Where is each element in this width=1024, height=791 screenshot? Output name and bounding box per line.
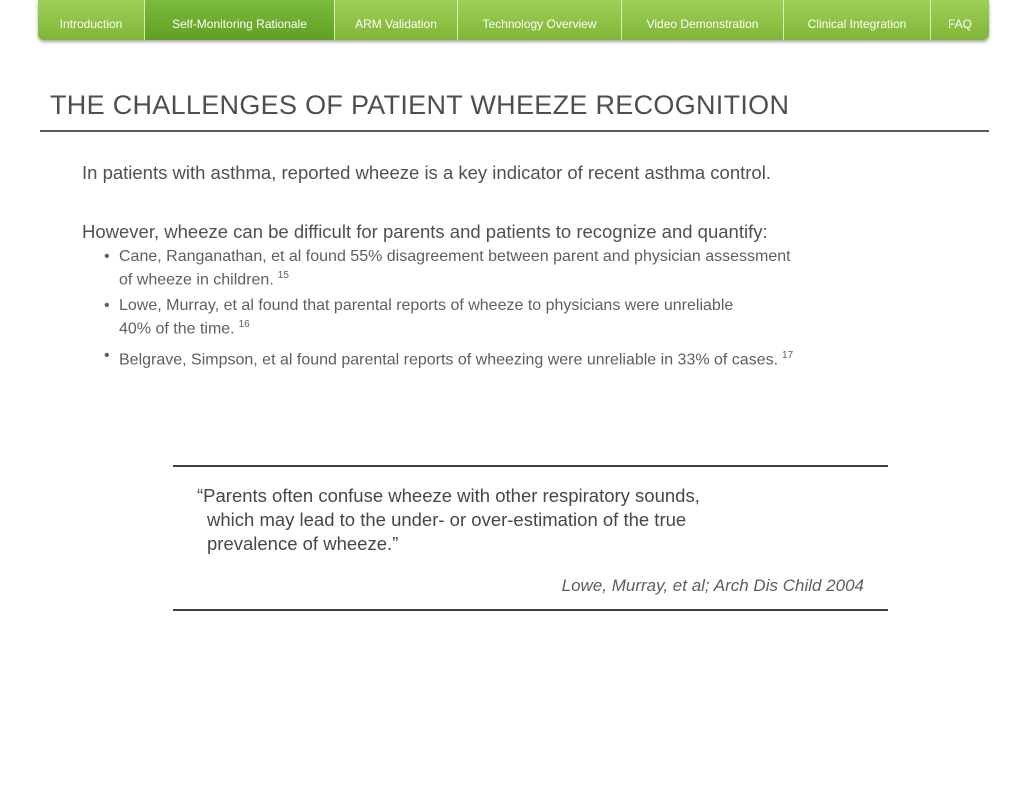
tab-self-monitoring-rationale[interactable] [145,0,335,40]
lead-statement-challenge: However, wheeze can be difficult for parents and patients to recognize and quantify: [82,221,768,242]
title-divider [40,130,989,132]
quote-citation: Lowe, Murray, et al; Arch Dis Child 2004 [561,576,864,595]
tab-introduction[interactable] [38,0,145,40]
slide-title: THE CHALLENGES OF PATIENT WHEEZE RECOGNITION [50,90,790,120]
tab-label: Video Demonstration [646,17,759,31]
bullet-icon: • [104,248,110,265]
lead-statement: In patients with asthma, reported wheeze is a key indicator of recent asthma control. [82,162,771,183]
quote-line: prevalence of wheeze.” [207,533,399,554]
tab-label: ARM Validation [355,17,437,31]
tab-arm-validation[interactable] [335,0,458,40]
tab-label: FAQ [947,17,972,31]
bullet-icon: • [104,346,110,364]
bullet-text: Cane, Ranganathan, et al found 55% disagreement between parent and physician assessment [119,248,791,265]
bullet-text: Belgrave, Simpson, et al found parental reports of wheezing were unreliable in 33% of cases. [119,350,779,368]
tab-label: Introduction [59,17,123,31]
list-item [104,296,964,338]
bullet-text: of wheeze in children. [119,271,274,289]
quote-bottom-rule [173,609,888,611]
tab-technology-overview[interactable] [458,0,622,40]
bullet-icon: • [104,297,110,315]
tab-label: Technology Overview [482,17,597,31]
list-item [104,346,964,369]
reference-number: 17 [782,349,794,361]
list-item [104,247,964,289]
reference-number: 16 [238,319,250,331]
pull-quote [197,484,877,556]
tab-label: Self-Monitoring Rationale [172,17,307,31]
tab-faq[interactable] [931,0,989,40]
reference-number: 15 [277,270,289,281]
quote-line: “Parents often confuse wheeze with other respiratory sounds, [197,485,700,506]
bullet-text: 40% of the time. [119,320,235,338]
evidence-list [104,247,964,376]
quote-line: which may lead to the under- or over-estimation of the true [207,509,687,530]
tab-video-demonstration[interactable] [622,0,784,40]
section-tab-bar [38,0,989,40]
quote-top-rule [173,465,888,467]
bullet-text: Lowe, Murray, et al found that parental reports of wheeze to physicians were unreliable [119,297,734,315]
tab-clinical-integration[interactable] [784,0,931,40]
tab-label: Clinical Integration [807,17,907,31]
